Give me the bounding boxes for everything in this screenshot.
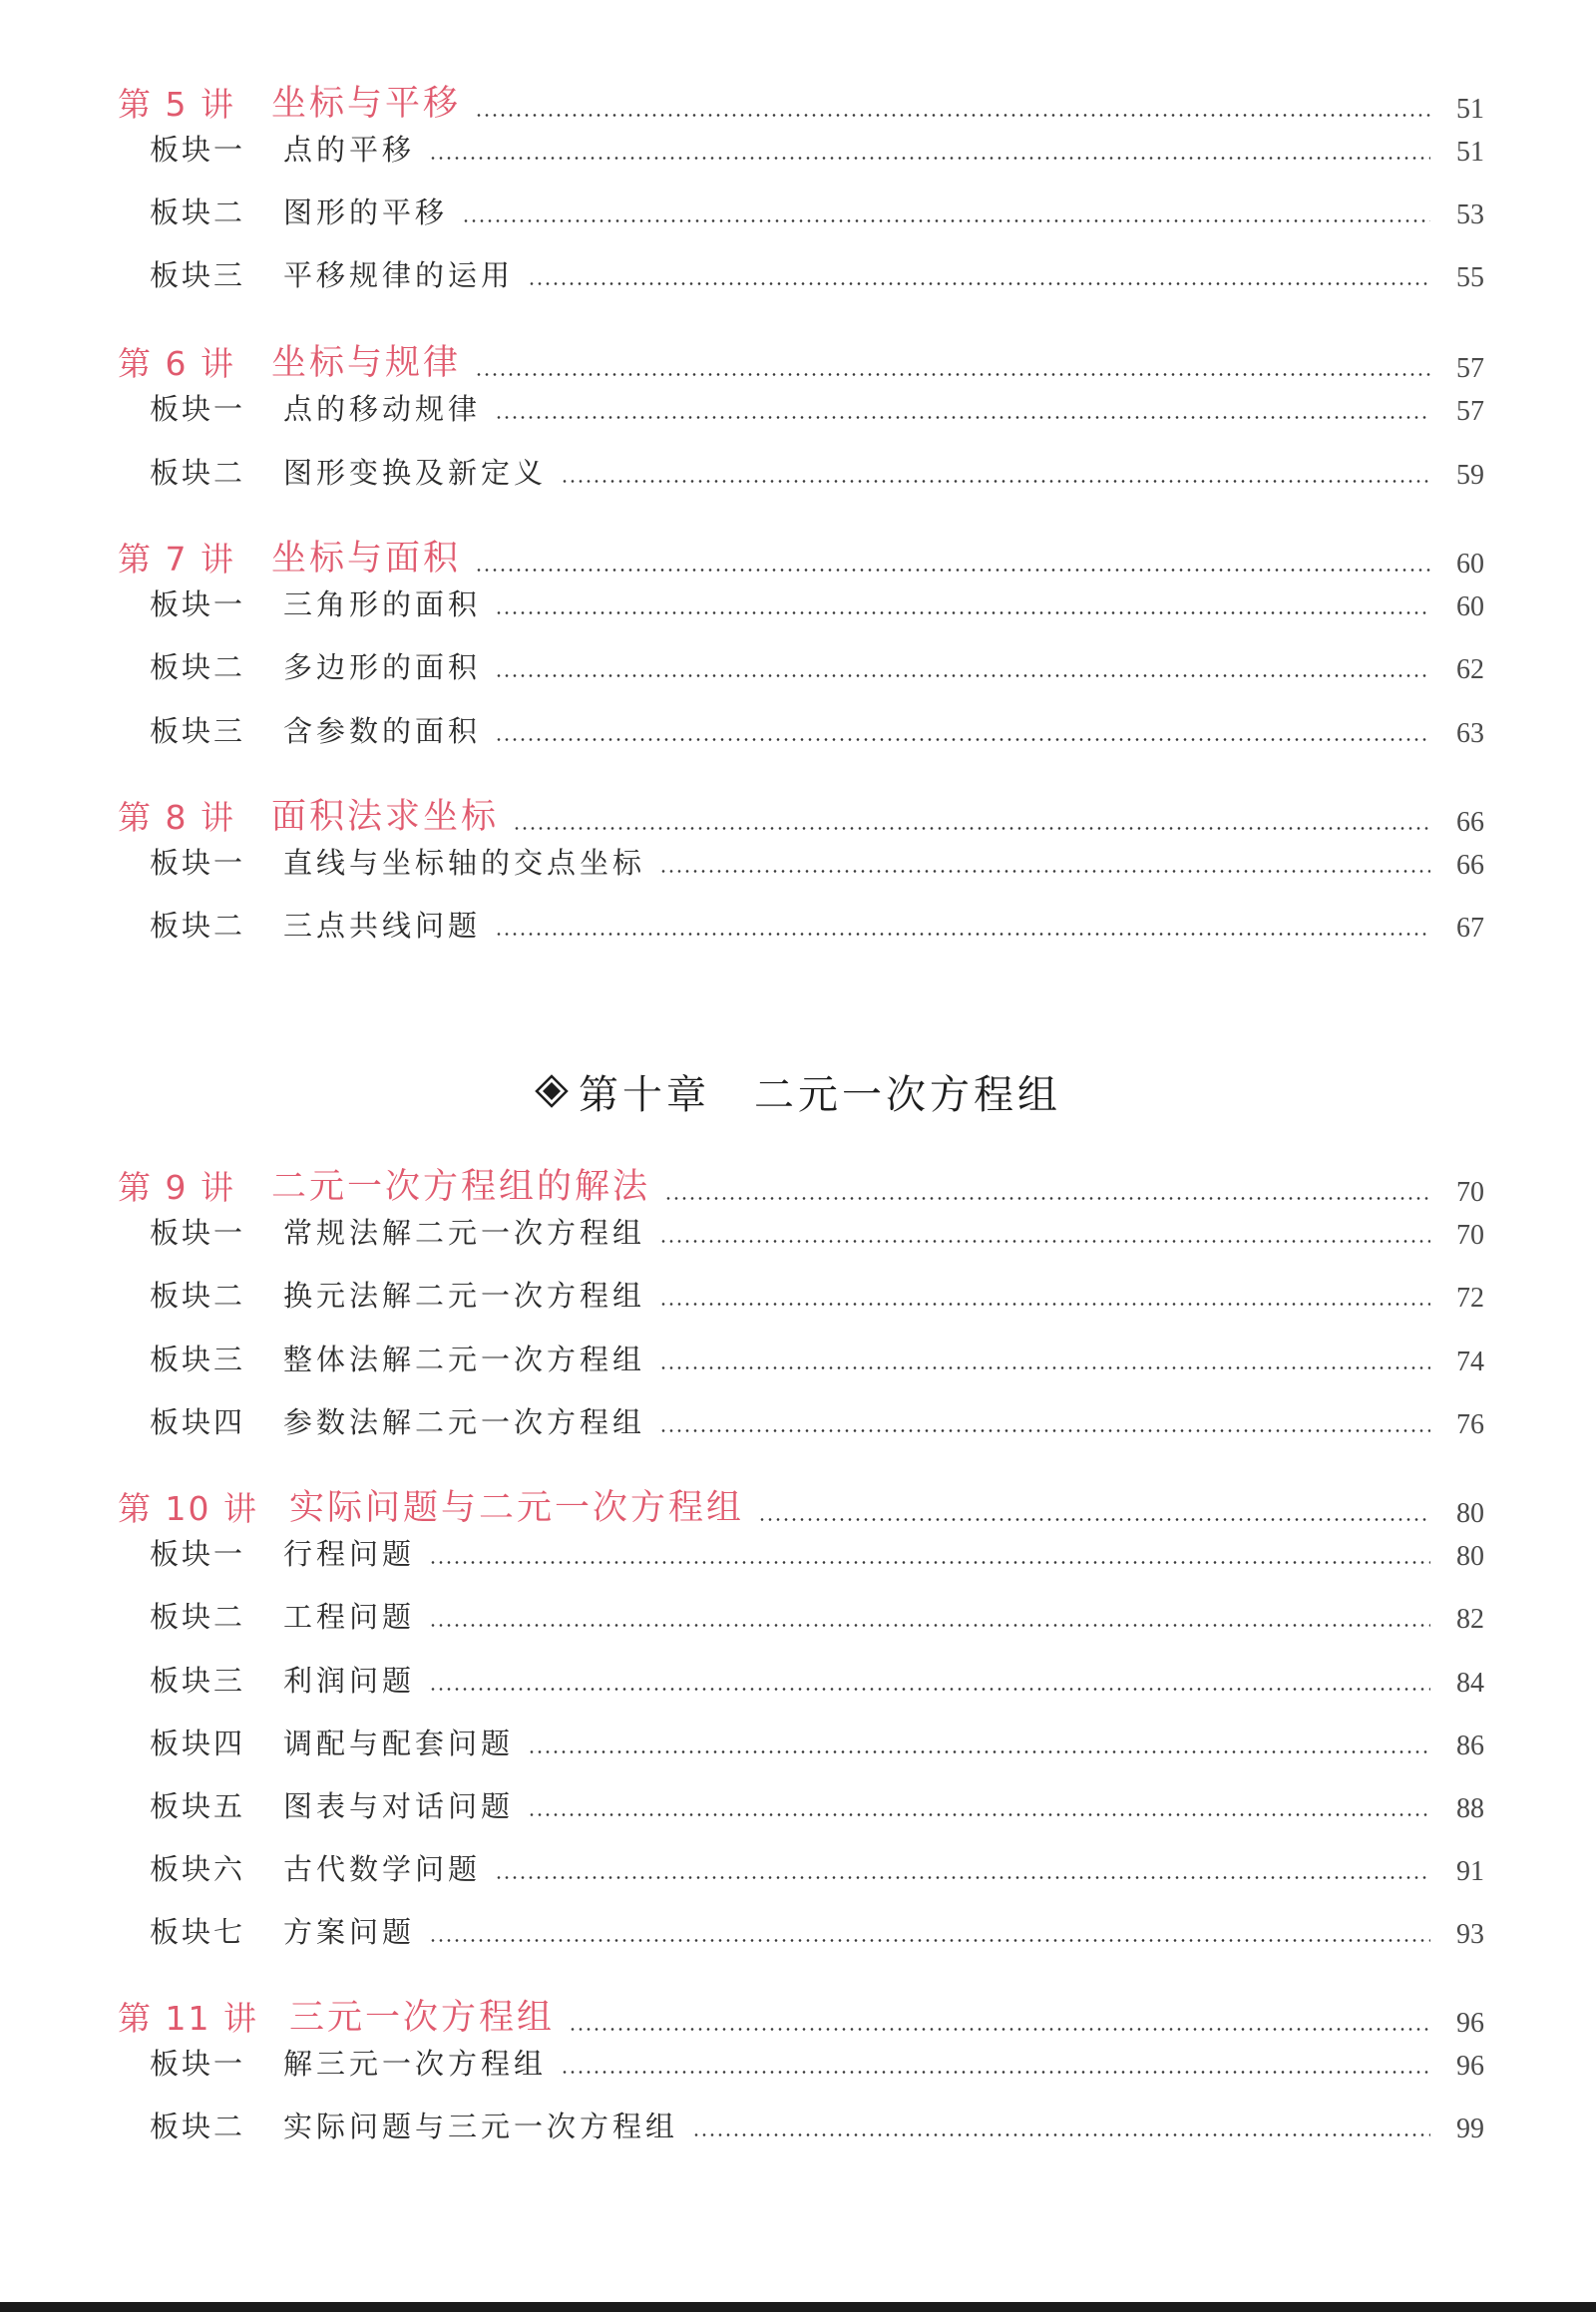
page-bottom-edge — [0, 2302, 1596, 2312]
block-label: 板块五 — [150, 1789, 246, 1823]
block-label: 板块二 — [150, 2110, 246, 2143]
page-number: 86 — [1456, 1731, 1484, 1761]
lecture-title: 坐标与规律 — [271, 343, 462, 383]
lecture-title: 二元一次方程组的解法 — [271, 1167, 651, 1207]
dot-leader — [569, 2028, 1430, 2031]
lecture-number: 第 11 讲 — [118, 1999, 258, 2038]
toc-lecture-10[interactable] — [118, 1482, 1484, 1530]
page-number: 70 — [1456, 1177, 1484, 1208]
dot-leader — [664, 1197, 1430, 1200]
page-number: 55 — [1456, 262, 1484, 293]
toc-lecture-7[interactable] — [118, 533, 1484, 580]
page-number: 51 — [1456, 94, 1484, 125]
dot-leader — [495, 933, 1430, 936]
lecture-number: 第 5 讲 — [118, 85, 235, 124]
block-label: 板块一 — [150, 392, 246, 426]
dot-leader — [475, 373, 1430, 376]
block-title: 图表与对话问题 — [283, 1789, 515, 1823]
page-number: 53 — [1456, 199, 1484, 230]
page-number: 76 — [1456, 1409, 1484, 1440]
block-title: 行程问题 — [283, 1537, 416, 1571]
lecture-number: 第 10 讲 — [118, 1489, 258, 1528]
toc-lecture-5[interactable] — [118, 78, 1484, 126]
block-title: 多边形的面积 — [283, 650, 482, 684]
block-title: 方案问题 — [283, 1915, 416, 1949]
lecture-title: 坐标与平移 — [271, 84, 462, 124]
toc-block[interactable] — [150, 127, 1484, 169]
page-number: 51 — [1456, 137, 1484, 168]
dot-leader — [429, 1561, 1430, 1564]
page-number: 60 — [1456, 591, 1484, 622]
block-label: 板块三 — [150, 258, 246, 292]
toc-block[interactable] — [150, 450, 1484, 492]
block-title: 图形变换及新定义 — [283, 456, 548, 490]
page-number: 63 — [1456, 718, 1484, 749]
block-label: 板块一 — [150, 846, 246, 880]
dot-leader — [758, 1518, 1430, 1521]
lecture-number: 第 6 讲 — [118, 344, 235, 383]
dot-leader — [495, 416, 1430, 419]
block-label: 板块二 — [150, 650, 246, 684]
toc-lecture-9[interactable] — [118, 1161, 1484, 1209]
block-label: 板块六 — [150, 1852, 246, 1886]
block-label: 板块三 — [150, 1664, 246, 1698]
toc-lecture-11[interactable] — [118, 1992, 1484, 2040]
block-label: 板块二 — [150, 456, 246, 490]
page-number: 91 — [1456, 1856, 1484, 1887]
toc-block[interactable] — [150, 581, 1484, 623]
toc-block[interactable] — [150, 1210, 1484, 1252]
page-number: 74 — [1456, 1347, 1484, 1377]
block-label: 板块二 — [150, 195, 246, 229]
block-title: 整体法解二元一次方程组 — [283, 1343, 646, 1376]
block-title: 利润问题 — [283, 1664, 416, 1698]
lecture-number: 第 7 讲 — [118, 540, 235, 578]
dot-leader — [429, 157, 1430, 160]
block-title: 图形的平移 — [283, 195, 449, 229]
dot-leader — [659, 1303, 1430, 1306]
dot-leader — [528, 282, 1430, 285]
page-number: 62 — [1456, 654, 1484, 685]
lecture-title: 坐标与面积 — [271, 539, 462, 578]
lecture-number: 第 8 讲 — [118, 798, 235, 837]
dot-leader — [659, 1240, 1430, 1243]
lecture-title: 面积法求坐标 — [271, 797, 500, 837]
toc-block[interactable] — [150, 1273, 1484, 1315]
page-number: 99 — [1456, 2114, 1484, 2144]
block-label: 板块三 — [150, 714, 246, 748]
toc-block[interactable] — [150, 1909, 1484, 1951]
block-title: 含参数的面积 — [283, 714, 482, 748]
block-title: 换元法解二元一次方程组 — [283, 1279, 646, 1313]
dot-leader — [561, 2071, 1430, 2074]
toc-block[interactable] — [150, 708, 1484, 750]
page-number: 80 — [1456, 1498, 1484, 1529]
page-number: 67 — [1456, 913, 1484, 944]
page-number: 66 — [1456, 807, 1484, 838]
page-number: 72 — [1456, 1283, 1484, 1314]
block-label: 板块一 — [150, 2047, 246, 2081]
page-number: 60 — [1456, 549, 1484, 579]
chapter-name: 二元一次方程组 — [754, 1071, 1061, 1118]
dot-leader — [495, 674, 1430, 677]
toc-block[interactable] — [150, 252, 1484, 294]
block-label: 板块二 — [150, 1279, 246, 1313]
toc-lecture-8[interactable] — [118, 791, 1484, 839]
dot-leader — [513, 827, 1430, 830]
toc-block[interactable] — [150, 2104, 1484, 2145]
dot-leader — [495, 611, 1430, 614]
block-label: 板块一 — [150, 587, 246, 621]
dot-leader — [429, 1688, 1430, 1691]
page-number: 88 — [1456, 1793, 1484, 1824]
block-title: 三点共线问题 — [283, 909, 482, 943]
block-title: 点的移动规律 — [283, 392, 482, 426]
block-title: 点的平移 — [283, 133, 416, 167]
dot-leader — [528, 1750, 1430, 1753]
dot-leader — [561, 480, 1430, 483]
block-label: 板块二 — [150, 909, 246, 943]
block-title: 调配与配套问题 — [283, 1727, 515, 1760]
dot-leader — [659, 870, 1430, 873]
toc-lecture-6[interactable] — [118, 337, 1484, 385]
block-label: 板块七 — [150, 1915, 246, 1949]
dot-leader — [659, 1429, 1430, 1432]
lecture-title: 三元一次方程组 — [289, 1998, 556, 2038]
page-number: 96 — [1456, 2051, 1484, 2082]
toc-block[interactable] — [150, 1721, 1484, 1762]
block-title: 直线与坐标轴的交点坐标 — [283, 846, 646, 880]
block-title: 三角形的面积 — [283, 587, 482, 621]
block-title: 工程问题 — [283, 1600, 416, 1634]
dot-leader — [429, 1939, 1430, 1942]
lecture-number: 第 9 讲 — [118, 1168, 235, 1207]
chapter-title — [579, 1063, 1061, 1120]
toc-block[interactable] — [150, 840, 1484, 882]
dot-leader — [475, 114, 1430, 117]
toc-block[interactable] — [150, 903, 1484, 945]
dot-leader — [462, 219, 1430, 222]
page-number: 70 — [1456, 1220, 1484, 1251]
block-title: 参数法解二元一次方程组 — [283, 1405, 646, 1439]
page-number: 82 — [1456, 1604, 1484, 1635]
page-number: 59 — [1456, 460, 1484, 491]
toc-block[interactable] — [150, 644, 1484, 686]
page-number: 80 — [1456, 1541, 1484, 1572]
block-label: 板块三 — [150, 1343, 246, 1376]
block-title: 平移规律的运用 — [283, 258, 515, 292]
block-label: 板块一 — [150, 133, 246, 167]
page-number: 66 — [1456, 850, 1484, 881]
toc-block[interactable] — [150, 386, 1484, 428]
toc-block[interactable] — [150, 1337, 1484, 1378]
block-label: 板块一 — [150, 1537, 246, 1571]
dot-leader — [429, 1624, 1430, 1627]
dot-leader — [475, 569, 1430, 572]
block-label: 板块二 — [150, 1600, 246, 1634]
page-number: 84 — [1456, 1668, 1484, 1699]
toc-block[interactable] — [150, 1783, 1484, 1825]
toc-block[interactable] — [150, 2041, 1484, 2083]
block-label: 板块一 — [150, 1216, 246, 1250]
toc-block[interactable] — [150, 1658, 1484, 1700]
chapter-heading — [0, 1063, 1596, 1119]
toc-block[interactable] — [150, 1846, 1484, 1888]
block-label: 板块四 — [150, 1727, 246, 1760]
toc-block[interactable] — [150, 190, 1484, 231]
dot-leader — [659, 1366, 1430, 1369]
block-title: 古代数学问题 — [283, 1852, 482, 1886]
diamond-icon — [535, 1074, 569, 1108]
page-number: 57 — [1456, 396, 1484, 427]
page-number: 93 — [1456, 1919, 1484, 1950]
toc-block[interactable] — [150, 1531, 1484, 1573]
toc-block[interactable] — [150, 1399, 1484, 1441]
lecture-title: 实际问题与二元一次方程组 — [289, 1488, 745, 1528]
block-title: 常规法解二元一次方程组 — [283, 1216, 646, 1250]
block-label: 板块四 — [150, 1405, 246, 1439]
block-title: 实际问题与三元一次方程组 — [283, 2110, 679, 2143]
toc-block[interactable] — [150, 1594, 1484, 1636]
dot-leader — [692, 2133, 1430, 2136]
page-number: 57 — [1456, 353, 1484, 384]
chapter-label: 第十章 — [579, 1071, 710, 1118]
block-title: 解三元一次方程组 — [283, 2047, 548, 2081]
page-number: 96 — [1456, 2008, 1484, 2039]
dot-leader — [495, 1876, 1430, 1879]
dot-leader — [495, 738, 1430, 741]
dot-leader — [528, 1813, 1430, 1816]
